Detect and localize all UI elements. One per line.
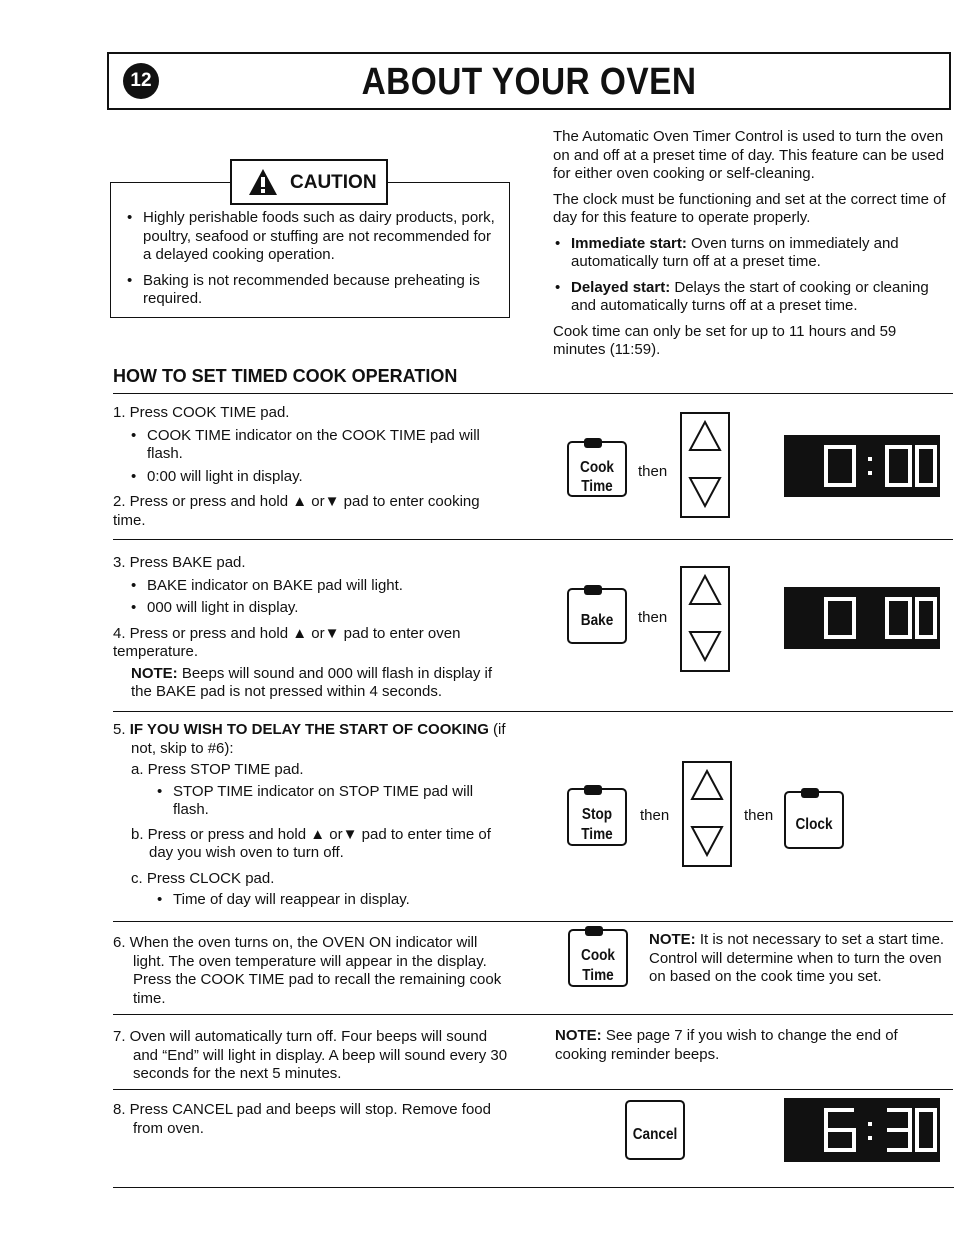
indicator-light-icon [584,438,602,448]
down-arrow-icon: ▼ [324,624,340,642]
step-text: a. Press STOP TIME pad. [131,761,304,778]
step-bullets [155,783,508,820]
display-6-30 [784,1098,940,1162]
indicator-light-icon [584,785,602,795]
caution-list [125,209,499,309]
intro-paragraph: Cook time can only be set for up to 11 hours and 59 minutes (11:59). [553,322,897,358]
up-down-pad[interactable] [680,412,730,518]
step-text: 1. Press COOK TIME pad. [113,404,290,421]
divider [113,711,953,712]
caution-label-box [230,159,388,205]
list-item: • BAKE indicator on BAKE pad will light. [129,577,508,596]
term-description: Delays the start of cooking or cleaning and automatically turns off at a preset time. [571,278,929,314]
page-title: ABOUT YOUR OVEN [361,61,697,103]
up-arrow-icon: ▲ [292,493,308,510]
term-description: Oven turns on immediately and automatically turn off at a preset time. [571,234,899,270]
then-label: then [640,807,670,824]
intro-paragraph: The clock must be functioning and set at the correct time of day for this feature to operate properly. [553,190,946,226]
then-label: then [744,807,774,824]
step-7: 7. Oven will automatically turn off. Four beeps will sound and “End” will light in display. A beep will sound every 30 seconds for the next 5 minutes. [113,1028,508,1082]
seven-segment-display [784,1098,940,1162]
section-title: HOW TO SET TIMED COOK OPERATION [113,366,458,386]
pad-label: Bake [580,612,614,629]
warning-triangle-icon [248,168,278,196]
pad-label: Time [581,478,613,495]
up-down-pad[interactable] [680,566,730,672]
seven-segment-display [784,435,940,497]
step-bullets [129,427,508,487]
pad-label: Cook [580,459,614,476]
list-item [553,235,951,272]
up-arrow-icon: ▲ [292,624,308,642]
term-immediate-start: Immediate start: [571,234,687,252]
intro-paragraph: The Automatic Oven Timer Control is used to turn the oven on and off at a preset time of day. This feature can be used for either oven cooking or self-cleaning. [553,128,945,182]
pad-label: Stop [581,806,613,823]
down-arrow-icon: ▼ [324,493,340,510]
page-number-badge: 12 [123,63,159,99]
list-item: • 000 will light in display. [129,599,508,618]
indicator-light-icon [801,788,819,798]
divider [113,1089,953,1090]
indicator-light-icon [584,585,602,595]
bake-pad[interactable] [567,588,627,644]
pad-label: Time [582,967,614,984]
up-down-arrows-icon [682,568,728,670]
down-arrow-icon: ▼ [342,825,358,843]
list-item: • COOK TIME indicator on the COOK TIME pad will flash. [129,427,508,464]
pad-label: Time [581,826,613,843]
list-item: • Time of day will reappear in display. [155,891,508,910]
term-delayed-start: Delayed start: [571,278,671,296]
up-down-arrows-icon [682,414,728,516]
steps-1-2 [113,404,508,530]
caution-item: • Highly perishable foods such as dairy products, pork, poultry, seafood or stuffing are not recommended for a delayed cooking operation. [125,209,499,265]
up-down-arrows-icon [684,763,730,865]
step-text: c. Press CLOCK pad. [131,869,275,887]
step-5 [113,721,508,910]
step-text: b. Press or press and hold ▲ or▼ pad to enter time of day you wish oven to turn off. [131,825,491,861]
then-label: then [638,609,668,626]
up-arrow-icon: ▲ [310,825,326,843]
cook-time-pad[interactable] [568,929,628,987]
intro-text [553,128,951,360]
step-bullets [155,891,508,910]
divider [113,539,953,540]
step-text: 3. Press BAKE pad. [113,554,246,571]
pad-label: Cancel [632,1126,678,1143]
list-item: • 0:00 will light in display. [129,468,508,487]
divider [113,1014,953,1015]
clock-pad[interactable] [784,791,844,849]
caution-item: • Baking is not recommended because preheating is required. [125,272,499,309]
stop-time-pad[interactable] [567,788,627,846]
indicator-light-icon [585,926,603,936]
step-bullets [129,577,508,618]
pad-label: Cook [581,947,615,964]
caution-title: CAUTION [290,172,377,193]
divider [113,393,953,394]
divider [113,921,953,922]
list-item: • STOP TIME indicator on STOP TIME pad will flash. [155,783,508,820]
step-text: 2. Press or press and hold ▲ or▼ pad to enter cooking time. [113,493,480,529]
step-8: 8. Press CANCEL pad and beeps will stop. Remove food from oven. [113,1101,491,1137]
cancel-pad[interactable] [625,1100,685,1160]
list-item [553,279,951,316]
step-6-note: NOTE: It is not necessary to set a start time. Control will determine when to turn the oven on based on the cook time you set. [649,931,945,985]
step-7-note: NOTE: See page 7 if you wish to change the end of cooking reminder beeps. [555,1027,898,1063]
step-6: 6. When the oven turns on, the OVEN ON indicator will light. The oven temperature will appear in the display. Press the COOK TIME pad to recall the remaining cook time. [113,934,502,1007]
then-label: then [638,463,668,480]
up-down-pad[interactable] [682,761,732,867]
steps-3-4 [113,554,508,702]
step-text: 5. IF YOU WISH TO DELAY THE START OF COOKING (if not, skip to #6): [113,721,506,757]
display-0-00 [784,435,940,497]
step-text: 4. Press or press and hold ▲ or▼ pad to enter oven temperature. [113,624,461,660]
start-options-list [553,235,951,316]
cook-time-pad[interactable] [567,441,627,497]
seven-segment-display [784,587,940,649]
note: NOTE: Beeps will sound and 000 will flash in display if the BAKE pad is not pressed within 4 seconds. [131,664,493,700]
page-header [107,52,951,110]
pad-label: Clock [795,816,833,833]
divider [113,1187,954,1188]
display-000 [784,587,940,649]
